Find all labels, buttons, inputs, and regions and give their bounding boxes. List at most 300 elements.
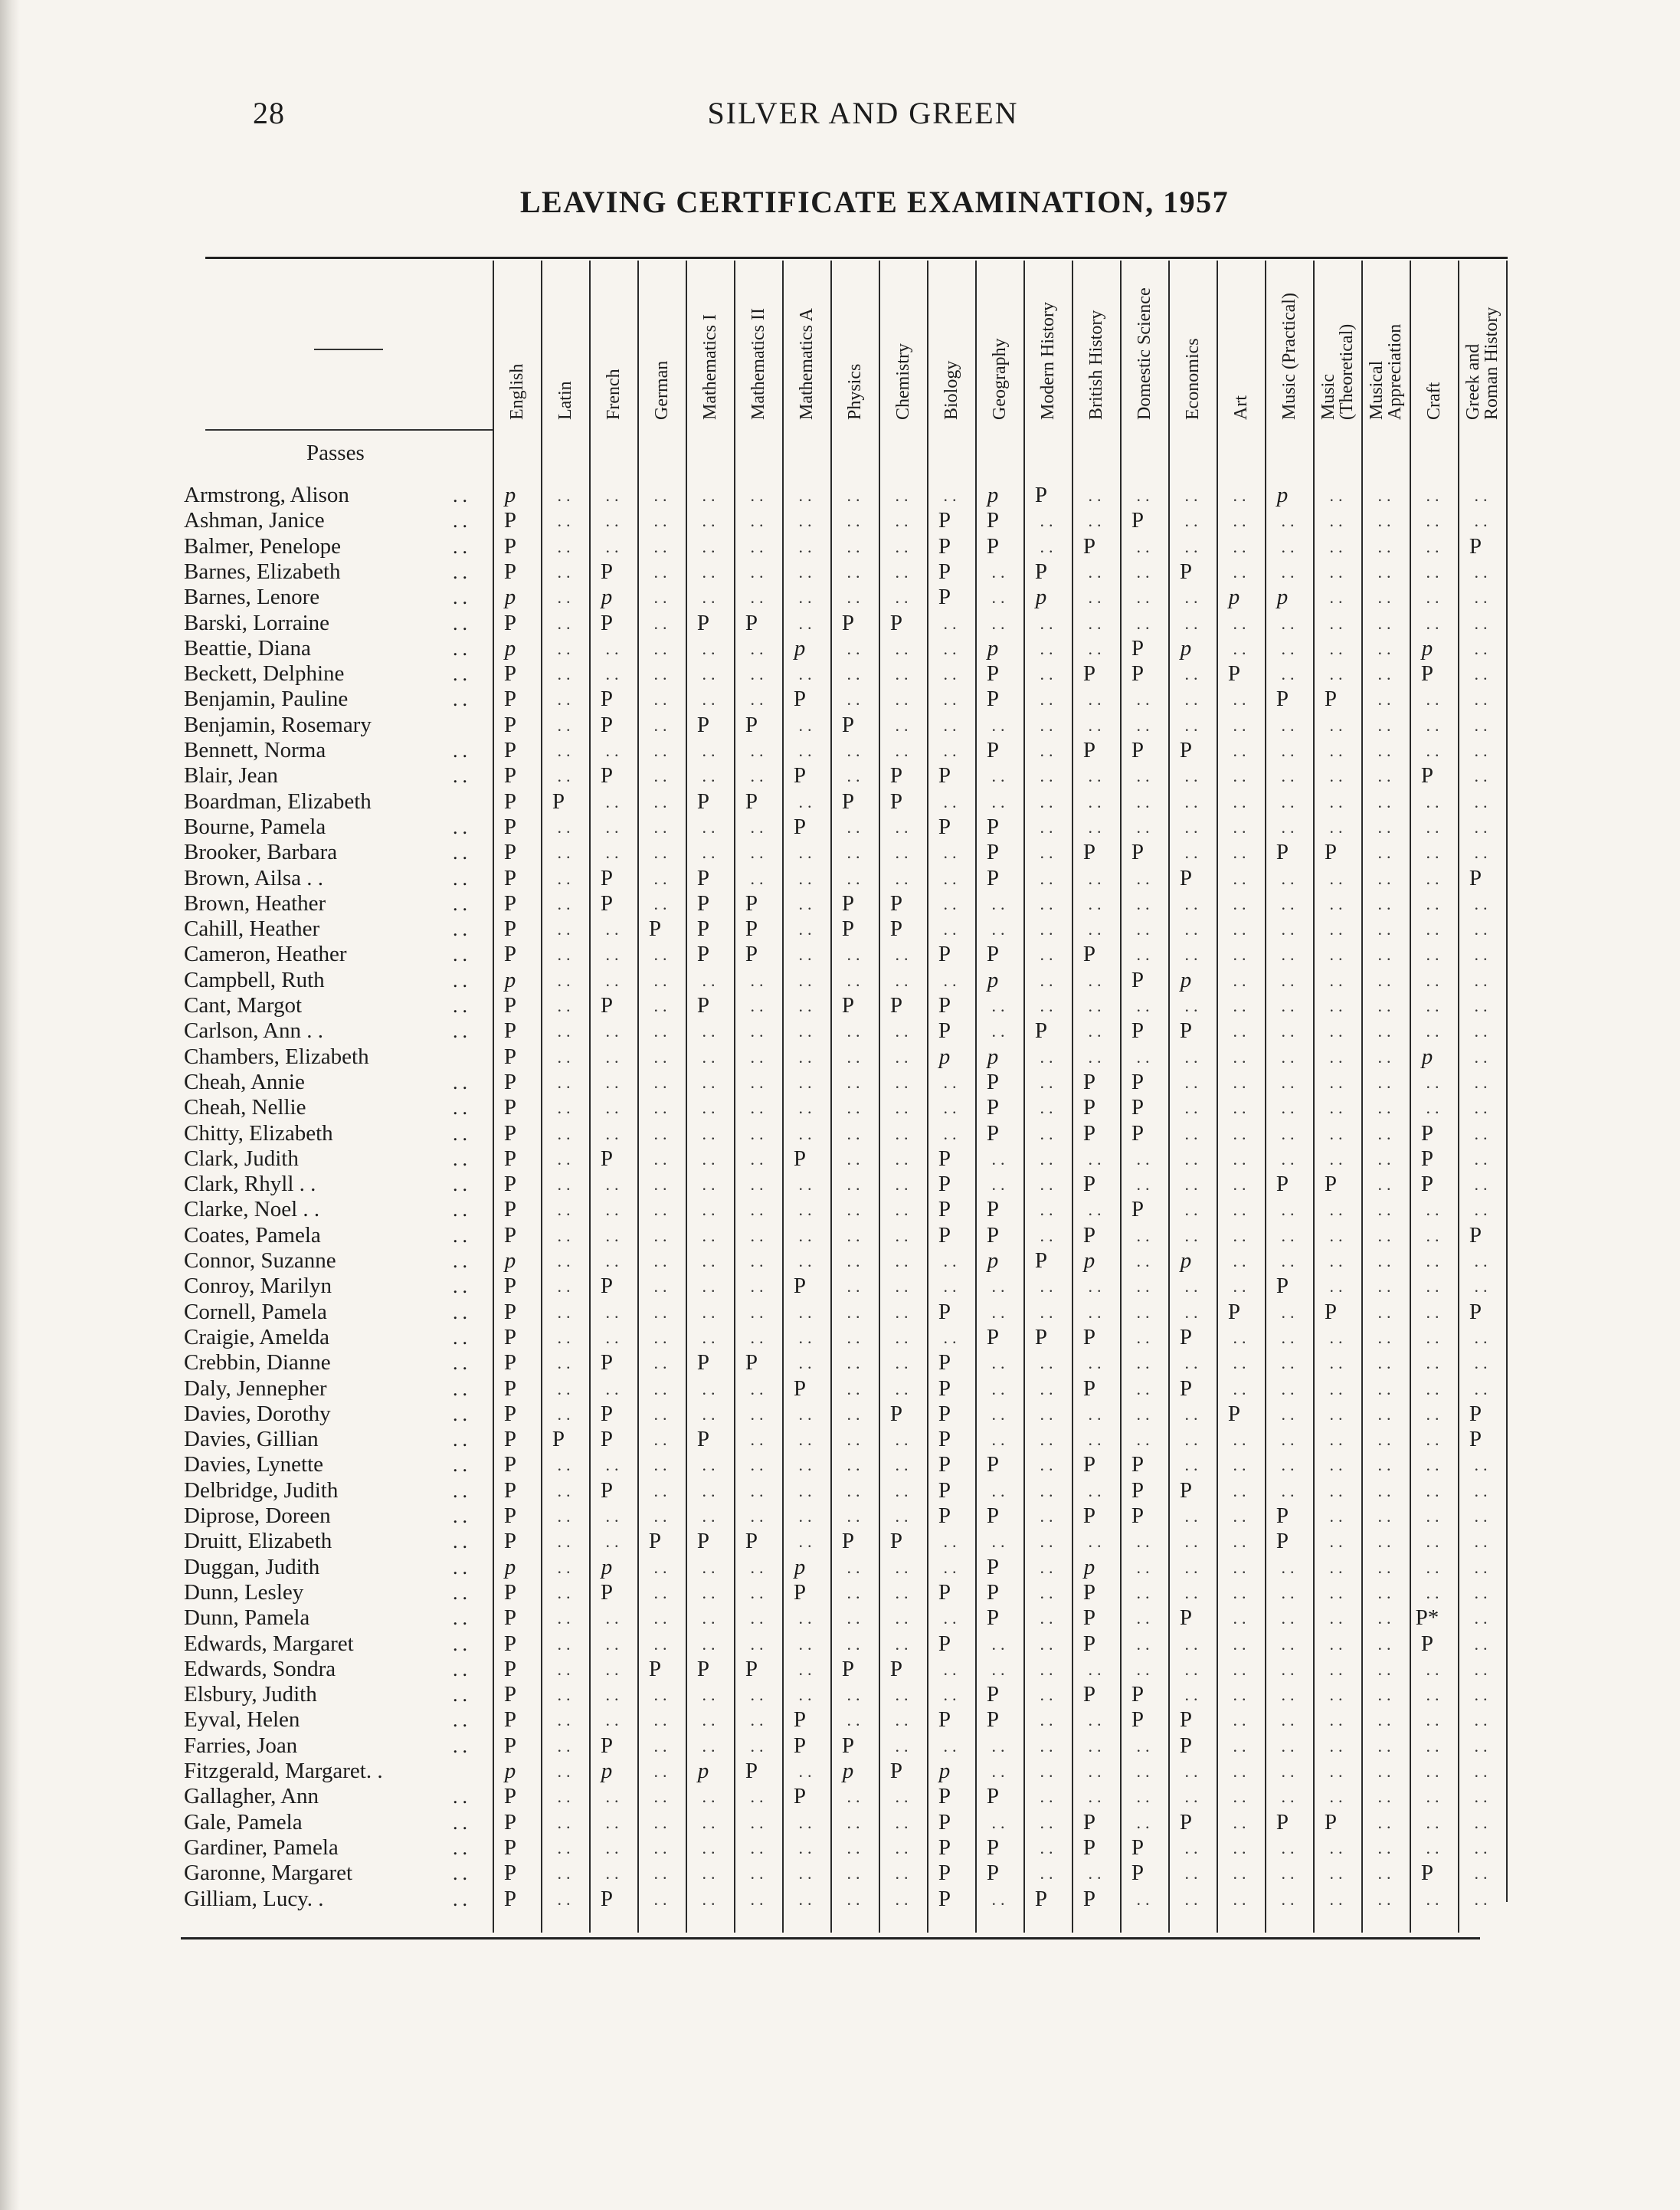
dot-leader: ..	[453, 1147, 472, 1170]
empty-cell-dots: ..	[798, 613, 817, 633]
empty-cell-dots: ..	[1184, 1507, 1203, 1526]
pass-mark: P	[986, 661, 1000, 687]
pass-mark: P	[1420, 1146, 1434, 1171]
empty-cell-dots: ..	[1136, 613, 1154, 633]
empty-cell-dots: ..	[1233, 1379, 1251, 1398]
pass-mark: P	[986, 1324, 1000, 1349]
empty-cell-dots: ..	[895, 1634, 913, 1654]
pass-mark: p	[842, 1759, 854, 1783]
student-name: Druitt, Elizabeth	[184, 1529, 332, 1554]
empty-cell-dots: ..	[1233, 1812, 1251, 1832]
empty-cell-dots: ..	[1281, 1889, 1299, 1909]
empty-cell-dots: ..	[1426, 868, 1444, 888]
empty-cell-dots: ..	[1329, 1582, 1348, 1602]
empty-cell-dots: ..	[1040, 638, 1058, 658]
empty-cell-dots: ..	[1233, 1455, 1251, 1475]
empty-cell-dots: ..	[798, 511, 817, 531]
pass-mark: P	[986, 1503, 1000, 1528]
pass-mark: P	[1131, 1477, 1145, 1503]
empty-cell-dots: ..	[1136, 536, 1154, 556]
empty-cell-dots: ..	[1184, 1047, 1203, 1067]
pass-mark: P	[1179, 1376, 1193, 1401]
pass-mark: P	[986, 1784, 1000, 1809]
pass-mark: P	[503, 1299, 517, 1324]
pass-mark: P	[503, 1197, 517, 1222]
empty-cell-dots: ..	[702, 1200, 720, 1220]
empty-cell-dots: ..	[943, 843, 961, 863]
empty-cell-dots: ..	[1184, 843, 1203, 863]
empty-cell-dots: ..	[847, 1225, 865, 1245]
empty-cell-dots: ..	[1377, 1838, 1396, 1858]
pass-mark: P	[503, 712, 517, 737]
empty-cell-dots: ..	[1136, 715, 1154, 735]
pass-mark: P	[986, 1452, 1000, 1477]
empty-cell-dots: ..	[1233, 1123, 1251, 1143]
empty-cell-dots: ..	[1040, 1634, 1058, 1654]
pass-mark: P	[600, 890, 614, 916]
empty-cell-dots: ..	[605, 1021, 624, 1041]
empty-cell-dots: ..	[1426, 1762, 1444, 1781]
pass-mark: P	[793, 1733, 807, 1758]
empty-cell-dots: ..	[1233, 1634, 1251, 1654]
empty-cell-dots: ..	[557, 817, 575, 837]
pass-mark: P	[986, 840, 1000, 865]
empty-cell-dots: ..	[798, 1685, 817, 1705]
empty-cell-dots: ..	[991, 996, 1010, 1015]
empty-cell-dots: ..	[1426, 1225, 1444, 1245]
student-name: Cheah, Nellie	[184, 1095, 306, 1120]
empty-cell-dots: ..	[1184, 1557, 1203, 1577]
empty-cell-dots: ..	[991, 1762, 1010, 1781]
student-name: Cornell, Pamela	[184, 1299, 327, 1324]
empty-cell-dots: ..	[1040, 1353, 1058, 1373]
empty-cell-dots: ..	[991, 920, 1010, 939]
empty-cell-dots: ..	[1184, 894, 1203, 913]
empty-cell-dots: ..	[943, 1685, 961, 1705]
pass-mark: P	[503, 1835, 517, 1860]
empty-cell-dots: ..	[702, 1021, 720, 1041]
empty-cell-dots: ..	[605, 1787, 624, 1807]
empty-cell-dots: ..	[1426, 588, 1444, 608]
empty-cell-dots: ..	[1377, 1327, 1396, 1347]
pass-mark: P	[503, 1274, 517, 1299]
empty-cell-dots: ..	[1040, 613, 1058, 633]
pass-mark: P	[1227, 661, 1241, 687]
pass-mark: P	[1179, 1324, 1193, 1349]
empty-cell-dots: ..	[1184, 664, 1203, 684]
pass-mark: P	[745, 1656, 758, 1681]
empty-cell-dots: ..	[1377, 894, 1396, 913]
pass-mark: P	[986, 1095, 1000, 1120]
empty-cell-dots: ..	[557, 1072, 575, 1092]
empty-cell-dots: ..	[605, 920, 624, 939]
empty-cell-dots: ..	[653, 1200, 672, 1220]
empty-cell-dots: ..	[847, 1430, 865, 1450]
empty-cell-dots: ..	[1474, 1532, 1492, 1552]
pass-mark: P	[938, 993, 951, 1018]
empty-cell-dots: ..	[1329, 613, 1348, 633]
pass-mark: P	[648, 1656, 662, 1681]
empty-cell-dots: ..	[798, 868, 817, 888]
empty-cell-dots: ..	[750, 1072, 768, 1092]
empty-cell-dots: ..	[605, 638, 624, 658]
pass-mark: P	[1131, 1095, 1145, 1120]
column-divider	[1072, 261, 1073, 1933]
pass-mark: P	[696, 942, 710, 967]
empty-cell-dots: ..	[605, 1812, 624, 1832]
empty-cell-dots: ..	[895, 741, 913, 760]
pass-mark: P	[841, 789, 855, 814]
pass-mark: P	[1131, 1069, 1145, 1094]
pass-mark: P	[1179, 1733, 1193, 1758]
pass-mark: P	[1034, 483, 1048, 507]
empty-cell-dots: ..	[1281, 1762, 1299, 1781]
pass-mark: p	[794, 635, 806, 661]
empty-cell-dots: ..	[1233, 511, 1251, 531]
pass-mark: P	[1420, 1631, 1434, 1656]
empty-cell-dots: ..	[1040, 1507, 1058, 1526]
empty-cell-dots: ..	[750, 562, 768, 582]
empty-cell-dots: ..	[1377, 1889, 1396, 1909]
empty-cell-dots: ..	[750, 1480, 768, 1500]
empty-cell-dots: ..	[1184, 792, 1203, 812]
empty-cell-dots: ..	[895, 1812, 913, 1832]
pass-mark: p	[938, 1759, 951, 1783]
empty-cell-dots: ..	[1474, 894, 1492, 913]
pass-mark: P	[841, 1529, 855, 1554]
empty-cell-dots: ..	[1088, 562, 1106, 582]
column-divider	[1313, 261, 1315, 1933]
empty-cell-dots: ..	[847, 1353, 865, 1373]
column-divider	[734, 261, 735, 1933]
pass-mark: P	[1324, 840, 1338, 865]
empty-cell-dots: ..	[1040, 1480, 1058, 1500]
empty-cell-dots: ..	[702, 741, 720, 760]
empty-cell-dots: ..	[1233, 1532, 1251, 1552]
empty-cell-dots: ..	[750, 1507, 768, 1526]
student-name: Gardiner, Pamela	[184, 1835, 339, 1860]
empty-cell-dots: ..	[798, 843, 817, 863]
empty-cell-dots: ..	[1474, 1455, 1492, 1475]
empty-cell-dots: ..	[605, 486, 624, 505]
empty-cell-dots: ..	[1233, 486, 1251, 505]
empty-cell-dots: ..	[1233, 894, 1251, 913]
empty-cell-dots: ..	[653, 1812, 672, 1832]
empty-cell-dots: ..	[1136, 1047, 1154, 1067]
empty-cell-dots: ..	[1474, 1889, 1492, 1909]
empty-cell-dots: ..	[702, 766, 720, 786]
pass-mark: P	[841, 916, 855, 942]
empty-cell-dots: ..	[1233, 792, 1251, 812]
empty-cell-dots: ..	[847, 1787, 865, 1807]
empty-cell-dots: ..	[557, 741, 575, 760]
empty-cell-dots: ..	[653, 1455, 672, 1475]
empty-cell-dots: ..	[702, 1685, 720, 1705]
column-header: English	[506, 363, 527, 420]
pass-mark: P	[986, 942, 1000, 967]
empty-cell-dots: ..	[750, 1327, 768, 1347]
empty-cell-dots: ..	[1136, 1379, 1154, 1398]
pass-mark: p	[987, 1044, 999, 1069]
empty-cell-dots: ..	[1377, 1787, 1396, 1807]
empty-cell-dots: ..	[798, 1404, 817, 1424]
empty-cell-dots: ..	[798, 920, 817, 939]
empty-cell-dots: ..	[1233, 996, 1251, 1015]
empty-cell-dots: ..	[1474, 1379, 1492, 1398]
empty-cell-dots: ..	[1233, 945, 1251, 965]
empty-cell-dots: ..	[1233, 1507, 1251, 1526]
empty-cell-dots: ..	[1233, 562, 1251, 582]
empty-cell-dots: ..	[1233, 843, 1251, 863]
empty-cell-dots: ..	[1426, 1582, 1444, 1602]
pass-mark: P	[986, 508, 1000, 533]
empty-cell-dots: ..	[653, 996, 672, 1015]
empty-cell-dots: ..	[1184, 1123, 1203, 1143]
empty-cell-dots: ..	[1281, 1659, 1299, 1679]
empty-cell-dots: ..	[895, 1710, 913, 1730]
empty-cell-dots: ..	[1281, 920, 1299, 939]
empty-cell-dots: ..	[991, 1175, 1010, 1195]
empty-cell-dots: ..	[750, 1277, 768, 1297]
pass-mark: p	[1276, 585, 1289, 610]
empty-cell-dots: ..	[943, 894, 961, 913]
pass-mark: P	[503, 661, 517, 687]
empty-cell-dots: ..	[1474, 1021, 1492, 1041]
empty-cell-dots: ..	[702, 1047, 720, 1067]
empty-cell-dots: ..	[895, 1736, 913, 1756]
pass-mark: P	[1131, 1861, 1145, 1886]
pass-mark: P	[889, 763, 903, 789]
empty-cell-dots: ..	[798, 1353, 817, 1373]
empty-cell-dots: ..	[1377, 613, 1396, 633]
empty-cell-dots: ..	[1377, 511, 1396, 531]
pass-mark: P	[503, 1477, 517, 1503]
empty-cell-dots: ..	[653, 1889, 672, 1909]
empty-cell-dots: ..	[1377, 843, 1396, 863]
empty-cell-dots: ..	[1088, 1404, 1106, 1424]
empty-cell-dots: ..	[1281, 1557, 1299, 1577]
column-header: Music	[1318, 374, 1338, 420]
empty-cell-dots: ..	[943, 741, 961, 760]
empty-cell-dots: ..	[1426, 1277, 1444, 1297]
empty-cell-dots: ..	[847, 1685, 865, 1705]
empty-cell-dots: ..	[1377, 1736, 1396, 1756]
empty-cell-dots: ..	[798, 1327, 817, 1347]
empty-cell-dots: ..	[991, 562, 1010, 582]
empty-cell-dots: ..	[750, 817, 768, 837]
student-name: Coates, Pamela	[184, 1222, 321, 1248]
empty-cell-dots: ..	[653, 690, 672, 710]
empty-cell-dots: ..	[1088, 511, 1106, 531]
empty-cell-dots: ..	[1426, 1889, 1444, 1909]
pass-mark: P	[938, 1631, 951, 1656]
pass-mark: P	[1420, 1172, 1434, 1197]
empty-cell-dots: ..	[1040, 1659, 1058, 1679]
column-header: Latin	[555, 381, 575, 420]
empty-cell-dots: ..	[1377, 638, 1396, 658]
pass-mark: P	[552, 789, 565, 814]
empty-cell-dots: ..	[653, 1123, 672, 1143]
empty-cell-dots: ..	[653, 1277, 672, 1297]
empty-cell-dots: ..	[798, 1098, 817, 1118]
empty-cell-dots: ..	[750, 843, 768, 863]
student-name: Craigie, Amelda	[184, 1324, 330, 1349]
student-name: Balmer, Penelope	[184, 533, 341, 559]
empty-cell-dots: ..	[1281, 562, 1299, 582]
empty-cell-dots: ..	[1474, 690, 1492, 710]
empty-cell-dots: ..	[1088, 1659, 1106, 1679]
empty-cell-dots: ..	[702, 1149, 720, 1169]
pass-mark: P	[938, 533, 951, 559]
empty-cell-dots: ..	[1377, 1251, 1396, 1271]
empty-cell-dots: ..	[1474, 1327, 1492, 1347]
empty-cell-dots: ..	[847, 868, 865, 888]
pass-mark: P	[938, 1146, 951, 1171]
student-name: Crebbin, Dianne	[184, 1350, 331, 1376]
pass-mark: P	[600, 1886, 614, 1911]
empty-cell-dots: ..	[1281, 1582, 1299, 1602]
empty-cell-dots: ..	[1426, 1838, 1444, 1858]
empty-cell-dots: ..	[847, 1710, 865, 1730]
empty-cell-dots: ..	[1040, 1838, 1058, 1858]
pass-mark: P	[889, 890, 903, 916]
empty-cell-dots: ..	[847, 1455, 865, 1475]
empty-cell-dots: ..	[1136, 996, 1154, 1015]
student-name: Chitty, Elizabeth	[184, 1120, 333, 1146]
empty-cell-dots: ..	[1474, 1480, 1492, 1500]
empty-cell-dots: ..	[1136, 766, 1154, 786]
student-name: Beattie, Diana	[184, 635, 311, 661]
pass-mark: P	[1082, 1069, 1096, 1094]
empty-cell-dots: ..	[798, 1251, 817, 1271]
column-header: Economics	[1182, 338, 1203, 420]
dot-leader: ..	[453, 1352, 472, 1375]
pass-mark: P	[938, 1784, 951, 1809]
empty-cell-dots: ..	[702, 1557, 720, 1577]
pass-mark: P	[1131, 661, 1145, 687]
empty-cell-dots: ..	[605, 511, 624, 531]
empty-cell-dots: ..	[653, 1098, 672, 1118]
empty-cell-dots: ..	[991, 1736, 1010, 1756]
column-divider	[1168, 261, 1170, 1933]
pass-mark: P	[503, 890, 517, 916]
empty-cell-dots: ..	[557, 1507, 575, 1526]
column-header: Physics	[844, 363, 865, 420]
empty-cell-dots: ..	[1136, 1762, 1154, 1781]
empty-cell-dots: ..	[895, 1200, 913, 1220]
empty-cell-dots: ..	[653, 1582, 672, 1602]
empty-cell-dots: ..	[653, 1480, 672, 1500]
pass-mark: P	[889, 1759, 903, 1783]
empty-cell-dots: ..	[847, 1608, 865, 1628]
empty-cell-dots: ..	[1233, 1480, 1251, 1500]
pass-mark: P	[503, 1376, 517, 1401]
empty-cell-dots: ..	[653, 1175, 672, 1195]
pass-mark: P	[889, 1401, 903, 1426]
pass-mark: P	[696, 1529, 710, 1554]
empty-cell-dots: ..	[1474, 1864, 1492, 1884]
empty-cell-dots: ..	[798, 1200, 817, 1220]
empty-cell-dots: ..	[847, 1072, 865, 1092]
empty-cell-dots: ..	[702, 817, 720, 837]
dot-leader: ..	[453, 1785, 472, 1808]
empty-cell-dots: ..	[1088, 1277, 1106, 1297]
empty-cell-dots: ..	[1184, 1404, 1203, 1424]
empty-cell-dots: ..	[1040, 741, 1058, 760]
empty-cell-dots: ..	[1040, 536, 1058, 556]
pass-mark: p	[1180, 967, 1192, 992]
pass-mark: P	[503, 1146, 517, 1171]
dot-leader: ..	[453, 1530, 472, 1553]
dot-leader: ..	[453, 1887, 472, 1910]
student-name: Gale, Pamela	[184, 1809, 303, 1835]
empty-cell-dots: ..	[1088, 690, 1106, 710]
pass-mark: P	[1082, 1631, 1096, 1656]
empty-cell-dots: ..	[557, 1889, 575, 1909]
empty-cell-dots: ..	[557, 1251, 575, 1271]
empty-cell-dots: ..	[895, 562, 913, 582]
empty-cell-dots: ..	[653, 1430, 672, 1450]
empty-cell-dots: ..	[1088, 1787, 1106, 1807]
empty-cell-dots: ..	[1088, 1200, 1106, 1220]
pass-mark: P	[938, 1861, 951, 1886]
empty-cell-dots: ..	[1474, 1098, 1492, 1118]
pass-mark: P	[938, 1350, 951, 1376]
empty-cell-dots: ..	[1426, 1685, 1444, 1705]
empty-cell-dots: ..	[1040, 1123, 1058, 1143]
empty-cell-dots: ..	[1281, 1072, 1299, 1092]
empty-cell-dots: ..	[702, 1507, 720, 1526]
empty-cell-dots: ..	[847, 690, 865, 710]
empty-cell-dots: ..	[1233, 690, 1251, 710]
empty-cell-dots: ..	[1377, 1455, 1396, 1475]
dot-leader: ..	[453, 1173, 472, 1196]
empty-cell-dots: ..	[798, 1634, 817, 1654]
empty-cell-dots: ..	[1088, 996, 1106, 1015]
pass-mark: P	[1324, 1299, 1338, 1324]
empty-cell-dots: ..	[653, 894, 672, 913]
pass-mark: P	[1082, 1886, 1096, 1911]
empty-cell-dots: ..	[750, 1455, 768, 1475]
pass-mark: P	[503, 814, 517, 839]
dot-leader: ..	[453, 892, 472, 915]
dot-leader: ..	[453, 918, 472, 941]
empty-cell-dots: ..	[1088, 638, 1106, 658]
column-header: British History	[1086, 310, 1106, 420]
empty-cell-dots: ..	[1377, 1123, 1396, 1143]
empty-cell-dots: ..	[1329, 1021, 1348, 1041]
empty-cell-dots: ..	[895, 664, 913, 684]
empty-cell-dots: ..	[991, 1021, 1010, 1041]
empty-cell-dots: ..	[702, 1634, 720, 1654]
empty-cell-dots: ..	[1426, 945, 1444, 965]
empty-cell-dots: ..	[1040, 766, 1058, 786]
empty-cell-dots: ..	[1184, 1302, 1203, 1322]
pass-mark: P	[1469, 1299, 1482, 1324]
pass-mark: P	[938, 1477, 951, 1503]
empty-cell-dots: ..	[1040, 690, 1058, 710]
empty-cell-dots: ..	[1474, 843, 1492, 863]
empty-cell-dots: ..	[1184, 1532, 1203, 1552]
dot-leader: ..	[453, 637, 472, 660]
empty-cell-dots: ..	[1426, 486, 1444, 505]
student-name: Davies, Dorothy	[184, 1401, 331, 1426]
empty-cell-dots: ..	[1426, 1532, 1444, 1552]
empty-cell-dots: ..	[847, 766, 865, 786]
student-name: Davies, Gillian	[184, 1427, 319, 1452]
pass-mark: P	[889, 789, 903, 814]
student-name: Armstrong, Alison	[184, 483, 349, 507]
